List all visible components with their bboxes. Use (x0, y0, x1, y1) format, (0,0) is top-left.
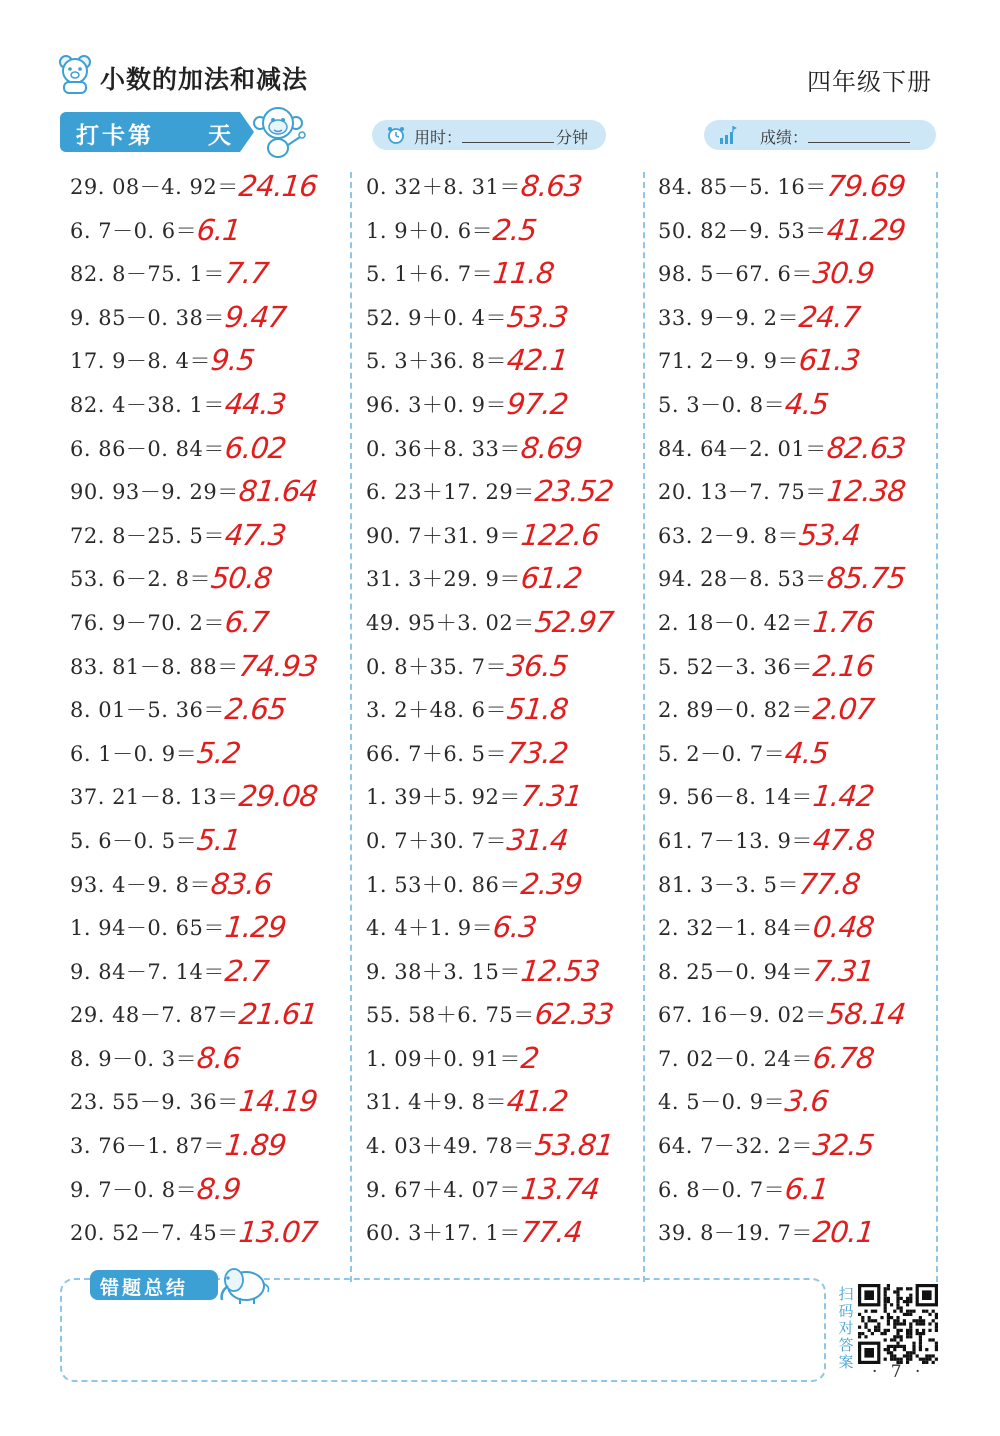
handwritten-answer: 21.61 (236, 997, 319, 1032)
grade-label: 四年级下册 (807, 68, 932, 96)
problem-equation: 4. 5－0. 9＝ (658, 1090, 786, 1115)
problem-equation: 5. 2－0. 7＝ (658, 741, 786, 766)
problem-row (70, 994, 360, 1038)
problem-row (658, 907, 948, 951)
problem-equation: 60. 3＋17. 1＝ (366, 1221, 521, 1246)
handwritten-answer: 8.6 (195, 1040, 243, 1075)
problem-row (70, 297, 360, 341)
problem-row (366, 1125, 656, 1169)
handwritten-answer: 97.2 (505, 386, 570, 421)
problem-equation: 3. 76－1. 87＝ (70, 1134, 225, 1159)
problem-row (658, 297, 948, 341)
handwritten-answer: 4.5 (783, 735, 831, 770)
handwritten-answer: 62.33 (532, 997, 615, 1032)
problem-equation: 50. 82－9. 53＝ (658, 218, 827, 243)
problem-row (70, 253, 360, 297)
handwritten-answer: 61.3 (797, 343, 862, 378)
problem-row (658, 1212, 948, 1256)
handwritten-answer: 1.42 (811, 779, 876, 814)
problem-row (658, 776, 948, 820)
checkin-label: 打卡第 (76, 123, 154, 149)
problem-row (658, 210, 948, 254)
problem-equation: 9. 38＋3. 15＝ (366, 959, 521, 984)
problem-equation: 90. 7＋31. 9＝ (366, 523, 521, 548)
handwritten-answer: 41.29 (824, 212, 907, 247)
problem-equation: 72. 8－25. 5＝ (70, 523, 225, 548)
handwritten-answer: 8.63 (519, 169, 584, 203)
teddy-bear-logo-icon (58, 54, 92, 94)
handwritten-answer: 12.53 (519, 953, 601, 988)
problem-row (70, 820, 360, 864)
problem-equation: 4. 03＋49. 78＝ (366, 1134, 535, 1159)
handwritten-answer: 20.1 (811, 1215, 876, 1250)
problem-equation: 7. 02－0. 24＝ (658, 1046, 813, 1071)
handwritten-answer: 53.81 (532, 1128, 615, 1163)
problem-row (366, 951, 656, 995)
problem-row (366, 210, 656, 254)
handwritten-answer: 2.65 (223, 692, 288, 727)
problem-equation: 1. 9＋0. 6＝ (366, 218, 494, 243)
problem-equation: 5. 52－3. 36＝ (658, 654, 813, 679)
problem-equation: 84. 64－2. 01＝ (658, 436, 827, 461)
handwritten-answer: 41.2 (505, 1084, 570, 1119)
problem-equation: 82. 4－38. 1＝ (70, 392, 225, 417)
problem-row (366, 340, 656, 384)
handwritten-answer: 2 (519, 1040, 541, 1075)
handwritten-answer: 47.3 (223, 517, 288, 552)
handwritten-answer: 52.97 (532, 604, 615, 639)
problem-equation: 6. 86－0. 84＝ (70, 436, 225, 461)
checkin-day-label: 天 (208, 123, 234, 149)
qr-code-icon[interactable] (858, 1284, 938, 1364)
handwritten-answer: 2.07 (811, 692, 876, 727)
problem-row (658, 1169, 948, 1213)
problem-equation: 0. 8＋35. 7＝ (366, 654, 508, 679)
problem-row (366, 1212, 656, 1256)
problem-equation: 9. 84－7. 14＝ (70, 959, 225, 984)
handwritten-answer: 30.9 (811, 256, 876, 291)
problem-row (366, 602, 656, 646)
handwritten-answer: 8.9 (195, 1171, 243, 1206)
problem-column-3 (658, 166, 948, 1256)
problem-row (366, 428, 656, 472)
problem-equation: 6. 23＋17. 29＝ (366, 480, 535, 505)
handwritten-answer: 2.39 (519, 866, 584, 901)
handwritten-answer: 8.69 (519, 430, 584, 465)
problem-row (366, 776, 656, 820)
problem-row (366, 1169, 656, 1213)
problem-equation: 2. 18－0. 42＝ (658, 610, 813, 635)
problem-row (658, 384, 948, 428)
problem-equation: 53. 6－2. 8＝ (70, 567, 212, 592)
problem-row (366, 689, 656, 733)
problem-row (366, 297, 656, 341)
handwritten-answer: 13.07 (236, 1215, 319, 1250)
problem-equation: 94. 28－8. 53＝ (658, 567, 827, 592)
problem-equation: 0. 32＋8. 31＝ (366, 175, 521, 199)
handwritten-answer: 4.5 (783, 386, 831, 421)
problem-equation: 64. 7－32. 2＝ (658, 1134, 813, 1159)
problem-column-2 (366, 166, 656, 1256)
problem-equation: 5. 3－0. 8＝ (658, 392, 786, 417)
problem-equation: 1. 39＋5. 92＝ (366, 785, 521, 810)
problem-equation: 93. 4－9. 8＝ (70, 872, 212, 897)
handwritten-answer: 32.5 (811, 1128, 876, 1163)
problem-equation: 17. 9－8. 4＝ (70, 349, 212, 374)
problem-row (366, 253, 656, 297)
problem-equation: 23. 55－9. 36＝ (70, 1090, 239, 1115)
problem-equation: 90. 93－9. 29＝ (70, 480, 239, 505)
problem-row (658, 1125, 948, 1169)
problem-equation: 9. 56－8. 14＝ (658, 785, 813, 810)
problem-equation: 37. 21－8. 13＝ (70, 785, 239, 810)
problem-row (70, 210, 360, 254)
error-summary-label: 错题总结 (100, 1277, 189, 1299)
elephant-icon (214, 1264, 272, 1306)
handwritten-answer: 5.2 (195, 735, 243, 770)
problem-equation: 96. 3＋0. 9＝ (366, 392, 508, 417)
handwritten-answer: 2.16 (811, 648, 876, 683)
problem-equation: 6. 7－0. 6＝ (70, 218, 198, 243)
problem-row (70, 471, 360, 515)
time-blank-line[interactable] (462, 142, 554, 143)
handwritten-answer: 79.69 (824, 169, 907, 203)
problem-equation: 1. 53＋0. 86＝ (366, 872, 521, 897)
handwritten-answer: 58.14 (824, 997, 907, 1032)
problem-row (366, 864, 656, 908)
problem-equation: 52. 9＋0. 4＝ (366, 305, 508, 330)
problem-row (366, 558, 656, 602)
bar-chart-flag-icon (718, 125, 738, 145)
handwritten-answer: 61.2 (519, 561, 584, 596)
problem-row (70, 515, 360, 559)
problem-equation: 76. 9－70. 2＝ (70, 610, 225, 635)
problem-row (70, 733, 360, 777)
handwritten-answer: 9.47 (223, 299, 288, 334)
problem-row (70, 689, 360, 733)
problem-equation: 98. 5－67. 6＝ (658, 262, 813, 287)
problem-row (366, 646, 656, 690)
problem-row (658, 864, 948, 908)
handwritten-answer: 6.3 (491, 910, 539, 945)
problem-equation: 82. 8－75. 1＝ (70, 262, 225, 287)
problem-equation: 8. 9－0. 3＝ (70, 1046, 198, 1071)
handwritten-answer: 83.6 (209, 866, 274, 901)
problem-row (70, 646, 360, 690)
problem-row (70, 951, 360, 995)
problem-row (70, 1081, 360, 1125)
problem-equation: 20. 13－7. 75＝ (658, 480, 827, 505)
problem-equation: 49. 95＋3. 02＝ (366, 610, 535, 635)
handwritten-answer: 3.6 (783, 1084, 831, 1119)
page-header (0, 0, 1000, 110)
handwritten-answer: 77.8 (797, 866, 862, 901)
handwritten-answer: 81.64 (236, 474, 319, 509)
problem-equation: 20. 52－7. 45＝ (70, 1221, 239, 1246)
problem-equation: 4. 4＋1. 9＝ (366, 916, 494, 941)
problem-equation: 1. 09＋0. 91＝ (366, 1046, 521, 1071)
page-title: 小数的加法和减法 (100, 65, 309, 94)
handwritten-answer: 12.38 (824, 474, 907, 509)
handwritten-answer: 9.5 (209, 343, 256, 378)
problem-row (70, 907, 360, 951)
error-summary-tab (90, 1270, 218, 1300)
problem-equation: 61. 7－13. 9＝ (658, 828, 813, 853)
problem-row (658, 646, 948, 690)
score-blank-line[interactable] (808, 142, 910, 143)
handwritten-answer: 44.3 (223, 386, 288, 421)
problem-row (70, 1125, 360, 1169)
problem-equation: 5. 6－0. 5＝ (70, 828, 198, 853)
handwritten-answer: 6.1 (783, 1171, 831, 1206)
problem-row (366, 994, 656, 1038)
problem-equation: 0. 36＋8. 33＝ (366, 436, 521, 461)
problem-row (366, 907, 656, 951)
problem-equation: 66. 7＋6. 5＝ (366, 741, 508, 766)
handwritten-answer: 53.4 (797, 517, 862, 552)
problem-equation: 39. 8－19. 7＝ (658, 1221, 813, 1246)
problem-row (70, 1038, 360, 1082)
problem-equation: 84. 85－5. 16＝ (658, 175, 827, 199)
problem-equation: 31. 3＋29. 9＝ (366, 567, 521, 592)
problem-row (366, 384, 656, 428)
problem-equation: 29. 48－7. 87＝ (70, 1003, 239, 1028)
time-field[interactable] (372, 120, 606, 150)
problem-row (366, 166, 656, 210)
problem-row (366, 515, 656, 559)
problem-equation: 67. 16－9. 02＝ (658, 1003, 827, 1028)
problem-row (658, 994, 948, 1038)
problem-row (70, 558, 360, 602)
problem-row (658, 1081, 948, 1125)
problem-row (658, 820, 948, 864)
handwritten-answer: 73.2 (505, 735, 570, 770)
problem-row (366, 820, 656, 864)
handwritten-answer: 6.02 (223, 430, 288, 465)
handwritten-answer: 77.4 (519, 1215, 584, 1250)
handwritten-answer: 6.78 (811, 1040, 876, 1075)
handwritten-answer: 1.29 (223, 910, 288, 945)
problem-column-1 (70, 166, 360, 1256)
handwritten-answer: 82.63 (824, 430, 907, 465)
handwritten-answer: 13.74 (519, 1171, 601, 1206)
handwritten-answer: 42.1 (505, 343, 570, 378)
problem-row (658, 602, 948, 646)
problem-equation: 1. 94－0. 65＝ (70, 916, 225, 941)
problem-equation: 3. 2＋48. 6＝ (366, 698, 508, 723)
handwritten-answer: 2.7 (223, 953, 270, 988)
problem-row (658, 515, 948, 559)
problem-equation: 6. 8－0. 7＝ (658, 1177, 786, 1202)
problem-equation: 71. 2－9. 9＝ (658, 349, 800, 374)
problem-equation: 33. 9－9. 2＝ (658, 305, 800, 330)
handwritten-answer: 1.89 (223, 1128, 288, 1163)
problem-row (70, 1169, 360, 1213)
problem-equation: 9. 85－0. 38＝ (70, 305, 225, 330)
score-field[interactable] (704, 120, 936, 150)
handwritten-answer: 14.19 (236, 1084, 319, 1119)
handwritten-answer: 7.31 (519, 779, 584, 814)
handwritten-answer: 24.7 (797, 299, 862, 334)
problem-row (658, 340, 948, 384)
handwritten-answer: 36.5 (505, 648, 570, 683)
page-number: · 7 · (872, 1362, 925, 1382)
problem-row (658, 733, 948, 777)
problem-equation: 9. 7－0. 8＝ (70, 1177, 198, 1202)
problem-row (366, 733, 656, 777)
problem-row (70, 384, 360, 428)
problem-row (70, 864, 360, 908)
handwritten-answer: 6.1 (195, 212, 243, 247)
alarm-clock-icon (386, 125, 406, 145)
monkey-mascot-icon (250, 103, 306, 159)
problem-row (70, 776, 360, 820)
handwritten-answer: 7.31 (811, 953, 876, 988)
problem-equation: 31. 4＋9. 8＝ (366, 1090, 508, 1115)
scan-answer-label: 扫 码 对 答 案 (838, 1285, 854, 1371)
problem-equation: 8. 01－5. 36＝ (70, 698, 225, 723)
problem-equation: 83. 81－8. 88＝ (70, 654, 239, 679)
problem-equation: 81. 3－3. 5＝ (658, 872, 800, 897)
problem-row (658, 428, 948, 472)
problem-row (70, 1212, 360, 1256)
handwritten-answer: 29.08 (236, 779, 319, 814)
problem-row (658, 951, 948, 995)
problem-equation: 29. 08－4. 92＝ (70, 175, 239, 199)
problem-row (366, 1038, 656, 1082)
problem-row (658, 166, 948, 210)
problem-equation: 2. 89－0. 82＝ (658, 698, 813, 723)
problem-row (658, 1038, 948, 1082)
problem-equation: 0. 7＋30. 7＝ (366, 828, 508, 853)
problem-row (70, 428, 360, 472)
handwritten-answer: 53.3 (505, 299, 570, 334)
handwritten-answer: 74.93 (236, 648, 319, 683)
handwritten-answer: 6.7 (223, 604, 270, 639)
handwritten-answer: 23.52 (532, 474, 615, 509)
handwritten-answer: 122.6 (519, 517, 601, 552)
handwritten-answer: 50.8 (209, 561, 274, 596)
problem-row (366, 471, 656, 515)
problem-row (70, 166, 360, 210)
problem-row (658, 689, 948, 733)
problem-equation: 5. 1＋6. 7＝ (366, 262, 494, 287)
time-label: 用时： (414, 128, 463, 147)
problem-equation: 55. 58＋6. 75＝ (366, 1003, 535, 1028)
handwritten-answer: 31.4 (505, 822, 570, 857)
problem-equation: 8. 25－0. 94＝ (658, 959, 813, 984)
handwritten-answer: 0.48 (811, 910, 876, 945)
handwritten-answer: 5.1 (195, 822, 243, 857)
handwritten-answer: 47.8 (811, 822, 876, 857)
problem-equation: 6. 1－0. 9＝ (70, 741, 198, 766)
problem-equation: 2. 32－1. 84＝ (658, 916, 813, 941)
problem-row (70, 602, 360, 646)
problem-row (658, 471, 948, 515)
problem-row (70, 340, 360, 384)
score-label: 成绩： (760, 128, 809, 147)
handwritten-answer: 11.8 (491, 256, 556, 291)
problem-row (658, 253, 948, 297)
handwritten-answer: 51.8 (505, 692, 570, 727)
handwritten-answer: 24.16 (236, 169, 319, 203)
problem-row (658, 558, 948, 602)
handwritten-answer: 2.5 (491, 212, 539, 247)
problem-equation: 63. 2－9. 8＝ (658, 523, 800, 548)
handwritten-answer: 85.75 (824, 561, 907, 596)
problem-equation: 9. 67＋4. 07＝ (366, 1177, 521, 1202)
time-unit-label: 分钟 (556, 128, 589, 147)
problem-equation: 5. 3＋36. 8＝ (366, 349, 508, 374)
problem-row (366, 1081, 656, 1125)
handwritten-answer: 1.76 (811, 604, 876, 639)
checkin-ribbon (60, 112, 240, 152)
handwritten-answer: 7.7 (223, 256, 270, 291)
